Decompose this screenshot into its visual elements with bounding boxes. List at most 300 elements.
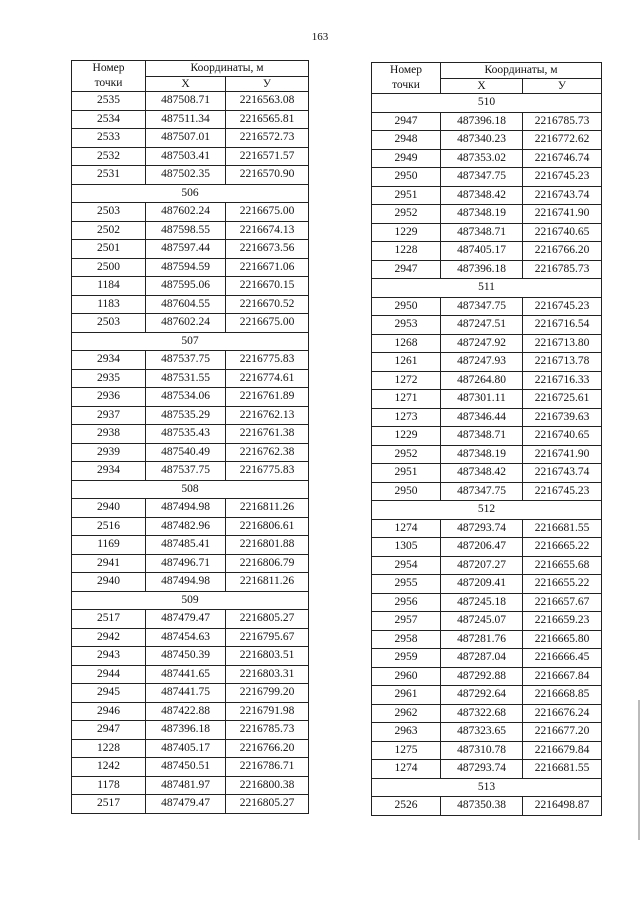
point-number-cell: 2526 — [372, 797, 441, 816]
point-number-cell: 2962 — [372, 704, 441, 723]
point-number-cell: 2949 — [372, 149, 441, 168]
point-number-cell: 1178 — [72, 776, 146, 795]
table-row — [372, 371, 602, 390]
x-coordinate-cell: 487531.55 — [146, 369, 226, 388]
table-row — [72, 721, 309, 740]
y-coordinate-cell: 2216745.23 — [523, 482, 602, 501]
x-coordinate-cell: 487292.88 — [441, 667, 523, 686]
point-number-cell: 2952 — [372, 205, 441, 224]
point-number-cell: 1305 — [372, 538, 441, 557]
y-coordinate-cell: 2216775.83 — [226, 462, 309, 481]
table-row — [372, 297, 602, 316]
table-row — [72, 499, 309, 518]
y-coordinate-cell: 2216665.80 — [523, 630, 602, 649]
point-number-cell: 1229 — [372, 427, 441, 446]
point-number-cell: 2940 — [72, 499, 146, 518]
point-number-cell: 1271 — [372, 390, 441, 409]
point-number-cell: 2533 — [72, 129, 146, 148]
point-number-cell: 2937 — [72, 406, 146, 425]
x-coordinate-cell: 487287.04 — [441, 649, 523, 668]
table-row — [372, 741, 602, 760]
table-row — [72, 739, 309, 758]
x-coordinate-cell: 487396.18 — [441, 112, 523, 131]
point-number-cell: 2535 — [72, 92, 146, 111]
point-number-cell: 2938 — [72, 425, 146, 444]
point-number-cell: 1228 — [372, 242, 441, 261]
y-coordinate-cell: 2216563.08 — [226, 92, 309, 111]
point-number-cell: 2951 — [372, 464, 441, 483]
y-coordinate-cell: 2216801.88 — [226, 536, 309, 555]
y-coordinate-cell: 2216743.74 — [523, 464, 602, 483]
x-coordinate-cell: 487511.34 — [146, 110, 226, 129]
point-number-cell: 1184 — [72, 277, 146, 296]
table-row — [72, 147, 309, 166]
table-row — [372, 649, 602, 668]
x-coordinate-cell: 487594.59 — [146, 258, 226, 277]
point-number-cell: 1183 — [72, 295, 146, 314]
x-coordinate-cell: 487441.75 — [146, 684, 226, 703]
y-coordinate-cell: 2216761.38 — [226, 425, 309, 444]
table-row — [72, 443, 309, 462]
point-number-cell: 1275 — [372, 741, 441, 760]
point-number-cell: 2952 — [372, 445, 441, 464]
section-number: 509 — [72, 591, 309, 610]
y-coordinate-cell: 2216799.20 — [226, 684, 309, 703]
y-coordinate-cell: 2216679.84 — [523, 741, 602, 760]
x-coordinate-cell: 487535.43 — [146, 425, 226, 444]
table-row — [372, 242, 602, 261]
table-row — [72, 573, 309, 592]
x-coordinate-cell: 487347.75 — [441, 482, 523, 501]
point-number-header — [72, 61, 146, 92]
point-number-cell: 2503 — [72, 203, 146, 222]
y-coordinate-cell: 2216657.67 — [523, 593, 602, 612]
y-coordinate-cell: 2216803.31 — [226, 665, 309, 684]
x-coordinate-cell: 487348.19 — [441, 445, 523, 464]
point-number-cell: 2950 — [372, 482, 441, 501]
table-row — [372, 131, 602, 150]
table-row — [72, 554, 309, 573]
x-column-header: Х — [146, 76, 226, 92]
x-coordinate-cell: 487206.47 — [441, 538, 523, 557]
y-coordinate-cell: 2216666.45 — [523, 649, 602, 668]
table-row — [72, 702, 309, 721]
table-row — [72, 776, 309, 795]
table-row — [372, 538, 602, 557]
table-row — [72, 221, 309, 240]
table-row — [372, 482, 602, 501]
table-row — [372, 168, 602, 187]
x-coordinate-cell: 487322.68 — [441, 704, 523, 723]
point-number-header — [372, 63, 441, 94]
x-coordinate-cell: 487537.75 — [146, 462, 226, 481]
x-coordinate-cell: 487310.78 — [441, 741, 523, 760]
y-coordinate-cell: 2216762.13 — [226, 406, 309, 425]
y-coordinate-cell: 2216775.83 — [226, 351, 309, 370]
y-coordinate-cell: 2216498.87 — [523, 797, 602, 816]
table-row — [372, 519, 602, 538]
coordinates-table-right — [371, 62, 602, 816]
table-row — [372, 667, 602, 686]
x-coordinate-cell: 487450.51 — [146, 758, 226, 777]
table-row — [72, 795, 309, 814]
y-coordinate-cell: 2216571.57 — [226, 147, 309, 166]
y-coordinate-cell: 2216786.71 — [226, 758, 309, 777]
point-number-cell: 2959 — [372, 649, 441, 668]
y-coordinate-cell: 2216785.73 — [226, 721, 309, 740]
table-row — [372, 630, 602, 649]
x-coordinate-cell: 487245.18 — [441, 593, 523, 612]
x-coordinate-cell: 487597.44 — [146, 240, 226, 259]
table-row — [372, 316, 602, 335]
coordinates-table-left — [71, 60, 309, 814]
y-coordinate-cell: 2216762.38 — [226, 443, 309, 462]
point-number-cell: 2960 — [372, 667, 441, 686]
y-coordinate-cell: 2216716.33 — [523, 371, 602, 390]
table-row — [72, 665, 309, 684]
x-coordinate-cell: 487353.02 — [441, 149, 523, 168]
x-coordinate-cell: 487481.97 — [146, 776, 226, 795]
y-coordinate-cell: 2216806.61 — [226, 517, 309, 536]
x-coordinate-cell: 487209.41 — [441, 575, 523, 594]
y-coordinate-cell: 2216713.78 — [523, 353, 602, 372]
x-coordinate-cell: 487247.93 — [441, 353, 523, 372]
point-number-cell: 2534 — [72, 110, 146, 129]
y-column-header: У — [226, 76, 309, 92]
point-number-cell: 2948 — [372, 131, 441, 150]
x-coordinate-cell: 487264.80 — [441, 371, 523, 390]
table-row — [372, 390, 602, 409]
table-row — [72, 425, 309, 444]
table-row — [372, 612, 602, 631]
y-coordinate-cell: 2216713.80 — [523, 334, 602, 353]
point-number-cell: 2963 — [372, 723, 441, 742]
table-row — [72, 258, 309, 277]
x-coordinate-cell: 487340.23 — [441, 131, 523, 150]
y-coordinate-cell: 2216677.20 — [523, 723, 602, 742]
point-number-cell: 2954 — [372, 556, 441, 575]
x-coordinate-cell: 487482.96 — [146, 517, 226, 536]
x-coordinate-cell: 487348.42 — [441, 186, 523, 205]
y-coordinate-cell: 2216676.24 — [523, 704, 602, 723]
point-number-cell: 2939 — [72, 443, 146, 462]
table-row — [72, 369, 309, 388]
x-coordinate-cell: 487348.71 — [441, 223, 523, 242]
y-coordinate-cell: 2216673.56 — [226, 240, 309, 259]
y-coordinate-cell: 2216805.27 — [226, 610, 309, 629]
table-row — [72, 92, 309, 111]
table-row — [72, 462, 309, 481]
x-coordinate-cell: 487293.74 — [441, 760, 523, 779]
y-coordinate-cell: 2216795.67 — [226, 628, 309, 647]
x-coordinate-cell: 487540.49 — [146, 443, 226, 462]
table-row — [72, 295, 309, 314]
x-coordinate-cell: 487604.55 — [146, 295, 226, 314]
y-coordinate-cell: 2216741.90 — [523, 445, 602, 464]
point-number-cell: 2947 — [372, 260, 441, 279]
point-number-cell: 2957 — [372, 612, 441, 631]
x-coordinate-cell: 487602.24 — [146, 314, 226, 333]
table-row — [72, 203, 309, 222]
point-number-cell: 1229 — [372, 223, 441, 242]
table-row — [372, 149, 602, 168]
x-coordinate-cell: 487502.35 — [146, 166, 226, 185]
y-coordinate-cell: 2216766.20 — [226, 739, 309, 758]
table-row — [372, 223, 602, 242]
x-coordinate-cell: 487293.74 — [441, 519, 523, 538]
y-coordinate-cell: 2216739.63 — [523, 408, 602, 427]
x-coordinate-cell: 487348.71 — [441, 427, 523, 446]
y-coordinate-cell: 2216659.23 — [523, 612, 602, 631]
section-number: 510 — [372, 94, 602, 113]
y-coordinate-cell: 2216741.90 — [523, 205, 602, 224]
y-coordinate-cell: 2216806.79 — [226, 554, 309, 573]
table-row — [372, 260, 602, 279]
point-number-cell: 2502 — [72, 221, 146, 240]
section-row — [372, 94, 602, 113]
y-coordinate-cell: 2216761.89 — [226, 388, 309, 407]
y-coordinate-cell: 2216674.13 — [226, 221, 309, 240]
y-coordinate-cell: 2216766.20 — [523, 242, 602, 261]
y-coordinate-cell: 2216805.27 — [226, 795, 309, 814]
point-number-cell: 2935 — [72, 369, 146, 388]
table-row — [72, 314, 309, 333]
table-row — [372, 575, 602, 594]
point-number-cell: 2941 — [72, 554, 146, 573]
y-coordinate-cell: 2216667.84 — [523, 667, 602, 686]
x-coordinate-cell: 487508.71 — [146, 92, 226, 111]
point-number-cell: 2947 — [72, 721, 146, 740]
y-coordinate-cell: 2216655.22 — [523, 575, 602, 594]
table-row — [72, 628, 309, 647]
section-number: 508 — [72, 480, 309, 499]
y-coordinate-cell: 2216811.26 — [226, 573, 309, 592]
table-row — [372, 686, 602, 705]
section-number: 507 — [72, 332, 309, 351]
point-number-header-line2: точки — [392, 79, 420, 91]
y-coordinate-cell: 2216725.61 — [523, 390, 602, 409]
x-coordinate-cell: 487598.55 — [146, 221, 226, 240]
table-row — [372, 464, 602, 483]
x-coordinate-cell: 487346.44 — [441, 408, 523, 427]
x-coordinate-cell: 487348.42 — [441, 464, 523, 483]
table-row — [72, 647, 309, 666]
y-coordinate-cell: 2216745.23 — [523, 297, 602, 316]
point-number-cell: 1268 — [372, 334, 441, 353]
x-coordinate-cell: 487454.63 — [146, 628, 226, 647]
x-coordinate-cell: 487405.17 — [146, 739, 226, 758]
section-row — [72, 480, 309, 499]
y-coordinate-cell: 2216670.52 — [226, 295, 309, 314]
y-coordinate-cell: 2216745.23 — [523, 168, 602, 187]
table-row — [72, 610, 309, 629]
table-row — [372, 760, 602, 779]
point-number-cell: 2940 — [72, 573, 146, 592]
section-row — [72, 591, 309, 610]
x-coordinate-cell: 487301.11 — [441, 390, 523, 409]
table-row — [372, 556, 602, 575]
x-coordinate-cell: 487292.64 — [441, 686, 523, 705]
point-number-cell: 2961 — [372, 686, 441, 705]
point-number-cell: 1169 — [72, 536, 146, 555]
point-number-cell: 2517 — [72, 795, 146, 814]
point-number-header-line1: Номер — [390, 64, 422, 76]
table-row — [372, 334, 602, 353]
table-body-left — [72, 92, 309, 814]
x-coordinate-cell: 487479.47 — [146, 610, 226, 629]
table-row — [372, 797, 602, 816]
x-coordinate-cell: 487323.65 — [441, 723, 523, 742]
x-coordinate-cell: 487422.88 — [146, 702, 226, 721]
x-coordinate-cell: 487595.06 — [146, 277, 226, 296]
table-row — [372, 704, 602, 723]
point-number-cell: 2517 — [72, 610, 146, 629]
point-number-cell: 1242 — [72, 758, 146, 777]
table-row — [72, 351, 309, 370]
point-number-cell: 2946 — [72, 702, 146, 721]
point-number-cell: 2947 — [372, 112, 441, 131]
point-number-cell: 1273 — [372, 408, 441, 427]
x-coordinate-cell: 487396.18 — [441, 260, 523, 279]
x-coordinate-cell: 487247.51 — [441, 316, 523, 335]
point-number-cell: 2500 — [72, 258, 146, 277]
x-coordinate-cell: 487535.29 — [146, 406, 226, 425]
x-coordinate-cell: 487396.18 — [146, 721, 226, 740]
point-number-cell: 1274 — [372, 760, 441, 779]
x-coordinate-cell: 487479.47 — [146, 795, 226, 814]
table-row — [372, 186, 602, 205]
table-row — [372, 593, 602, 612]
y-coordinate-cell: 2216665.22 — [523, 538, 602, 557]
y-coordinate-cell: 2216746.74 — [523, 149, 602, 168]
point-number-cell: 2950 — [372, 168, 441, 187]
y-coordinate-cell: 2216740.65 — [523, 223, 602, 242]
x-coordinate-cell: 487247.92 — [441, 334, 523, 353]
table-row — [372, 205, 602, 224]
table-row — [72, 684, 309, 703]
x-coordinate-cell: 487347.75 — [441, 297, 523, 316]
point-number-header-line2: точки — [94, 77, 123, 89]
x-coordinate-cell: 487494.98 — [146, 573, 226, 592]
y-column-header: У — [523, 78, 602, 94]
coordinates-header: Координаты, м — [146, 61, 309, 77]
y-coordinate-cell: 2216811.26 — [226, 499, 309, 518]
table-row — [72, 110, 309, 129]
y-coordinate-cell: 2216785.73 — [523, 260, 602, 279]
x-coordinate-cell: 487537.75 — [146, 351, 226, 370]
table-row — [72, 240, 309, 259]
y-coordinate-cell: 2216681.55 — [523, 760, 602, 779]
point-number-cell: 1261 — [372, 353, 441, 372]
y-coordinate-cell: 2216785.73 — [523, 112, 602, 131]
section-number: 512 — [372, 501, 602, 520]
point-number-cell: 2951 — [372, 186, 441, 205]
table-row — [372, 445, 602, 464]
section-row — [372, 501, 602, 520]
y-coordinate-cell: 2216668.85 — [523, 686, 602, 705]
y-coordinate-cell: 2216675.00 — [226, 203, 309, 222]
x-coordinate-cell: 487348.19 — [441, 205, 523, 224]
table-row — [72, 406, 309, 425]
y-coordinate-cell: 2216570.90 — [226, 166, 309, 185]
point-number-cell: 1272 — [372, 371, 441, 390]
x-coordinate-cell: 487507.01 — [146, 129, 226, 148]
y-coordinate-cell: 2216572.73 — [226, 129, 309, 148]
x-coordinate-cell: 487494.98 — [146, 499, 226, 518]
point-number-cell: 2501 — [72, 240, 146, 259]
point-number-cell: 2953 — [372, 316, 441, 335]
table-row — [372, 427, 602, 446]
x-coordinate-cell: 487503.41 — [146, 147, 226, 166]
section-row — [372, 279, 602, 298]
y-coordinate-cell: 2216670.15 — [226, 277, 309, 296]
point-number-cell: 2956 — [372, 593, 441, 612]
page-number: 163 — [311, 31, 329, 43]
table-row — [72, 388, 309, 407]
point-number-cell: 2942 — [72, 628, 146, 647]
point-number-cell: 2950 — [372, 297, 441, 316]
x-coordinate-cell: 487245.07 — [441, 612, 523, 631]
point-number-cell: 2955 — [372, 575, 441, 594]
section-row — [72, 332, 309, 351]
x-column-header: Х — [441, 78, 523, 94]
y-coordinate-cell: 2216774.61 — [226, 369, 309, 388]
table-row — [72, 758, 309, 777]
section-row — [372, 778, 602, 797]
y-coordinate-cell: 2216671.06 — [226, 258, 309, 277]
x-coordinate-cell: 487405.17 — [441, 242, 523, 261]
table-row — [372, 112, 602, 131]
section-number: 511 — [372, 279, 602, 298]
x-coordinate-cell: 487534.06 — [146, 388, 226, 407]
point-number-cell: 2945 — [72, 684, 146, 703]
table-body-right — [372, 94, 602, 816]
point-number-cell: 2944 — [72, 665, 146, 684]
x-coordinate-cell: 487207.27 — [441, 556, 523, 575]
point-number-cell: 2958 — [372, 630, 441, 649]
point-number-cell: 2936 — [72, 388, 146, 407]
y-coordinate-cell: 2216772.62 — [523, 131, 602, 150]
y-coordinate-cell: 2216803.51 — [226, 647, 309, 666]
x-coordinate-cell: 487281.76 — [441, 630, 523, 649]
point-number-cell: 1274 — [372, 519, 441, 538]
section-row — [72, 184, 309, 203]
x-coordinate-cell: 487450.39 — [146, 647, 226, 666]
y-coordinate-cell: 2216655.68 — [523, 556, 602, 575]
x-coordinate-cell: 487485.41 — [146, 536, 226, 555]
x-coordinate-cell: 487602.24 — [146, 203, 226, 222]
y-coordinate-cell: 2216675.00 — [226, 314, 309, 333]
point-number-cell: 2503 — [72, 314, 146, 333]
point-number-cell: 2934 — [72, 462, 146, 481]
point-number-cell: 2934 — [72, 351, 146, 370]
x-coordinate-cell: 487496.71 — [146, 554, 226, 573]
x-coordinate-cell: 487347.75 — [441, 168, 523, 187]
table-row — [72, 166, 309, 185]
point-number-cell: 2943 — [72, 647, 146, 666]
section-number: 506 — [72, 184, 309, 203]
point-number-cell: 2516 — [72, 517, 146, 536]
y-coordinate-cell: 2216800.38 — [226, 776, 309, 795]
point-number-cell: 2531 — [72, 166, 146, 185]
y-coordinate-cell: 2216565.81 — [226, 110, 309, 129]
y-coordinate-cell: 2216743.74 — [523, 186, 602, 205]
table-row — [72, 129, 309, 148]
table-row — [372, 353, 602, 372]
section-number: 513 — [372, 778, 602, 797]
y-coordinate-cell: 2216681.55 — [523, 519, 602, 538]
table-row — [72, 517, 309, 536]
